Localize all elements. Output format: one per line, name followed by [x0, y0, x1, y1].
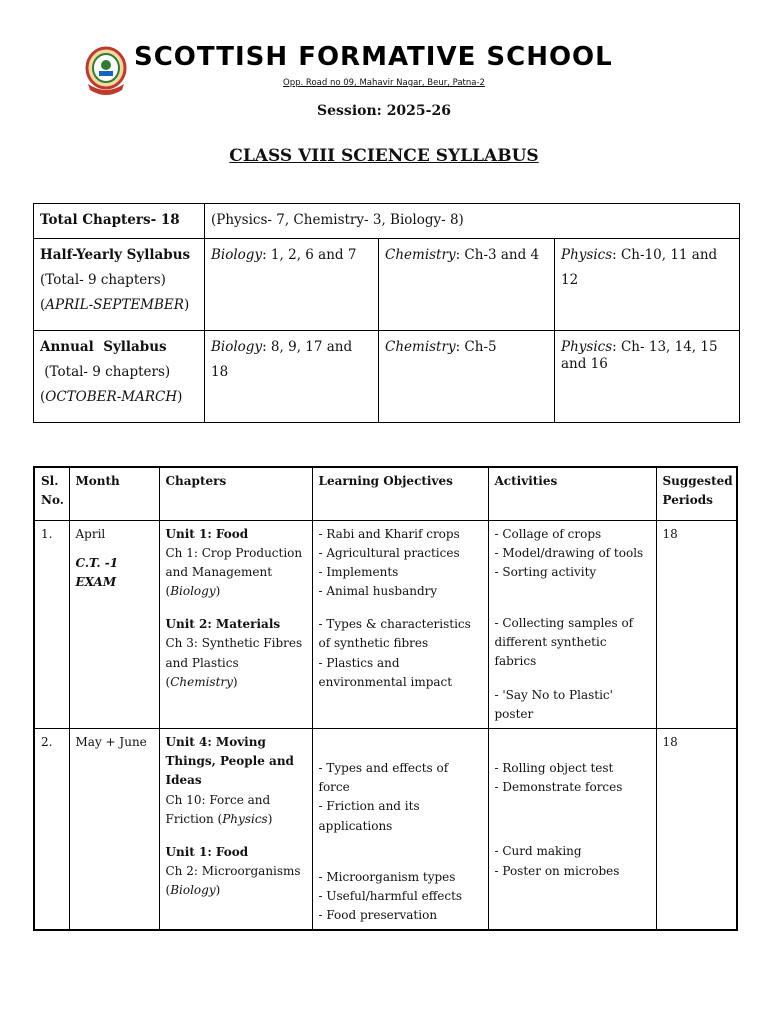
activity: - Collecting samples of different synthetic fabrics [494, 616, 634, 669]
activity: - Collage of crops [494, 526, 602, 541]
biology-label: Biology [211, 246, 263, 263]
spacer [495, 733, 650, 759]
subject: Physics [222, 811, 268, 826]
header-suggested-periods: Suggested Periods [656, 467, 737, 520]
total-chapters-label: Total Chapters- 18 [40, 212, 180, 228]
page-title: CLASS VIII SCIENCE SYLLABUS [229, 146, 539, 166]
document-header [0, 40, 768, 100]
chapter-subject: (Chemistry) [165, 674, 238, 689]
annual-months-text: OCTOBER-MARCH [45, 388, 178, 405]
objective: - Friction and its applications [318, 799, 420, 833]
total-chapters-cell [34, 204, 205, 239]
chapter-subject: (Biology) [165, 584, 221, 599]
row-1-month: April [75, 526, 106, 541]
activity: - 'Say No to Plastic' poster [494, 687, 613, 721]
objective: - Useful/harmful effects [318, 888, 463, 903]
plan-header-row [34, 467, 737, 520]
half-yearly-months-text: APRIL-SEPTEMBER [45, 296, 184, 313]
chapter-name: Ch 10: Force and Friction (Physics) [165, 792, 273, 826]
row-1-periods: 18 [656, 520, 737, 729]
half-yearly-chemistry [379, 238, 555, 330]
school-logo-icon [84, 46, 128, 98]
header-chapters: Chapters [159, 467, 312, 520]
header-learning-objectives: Learning Objectives [312, 467, 488, 520]
spacer [495, 672, 650, 686]
row-2-month: May + June [69, 729, 159, 931]
spacer [495, 582, 650, 614]
plan-row-2 [34, 729, 737, 931]
physics-chapters: : Ch- 13, 14, 15 and 16 [561, 338, 718, 373]
activity: - Demonstrate forces [494, 780, 623, 795]
summary-row-annual [34, 330, 740, 422]
half-yearly-months [40, 293, 198, 318]
chapter-name: Ch 3: Synthetic Fibres and Plastics [165, 636, 303, 670]
paren-close: ) [177, 388, 183, 405]
paren-close: ) [183, 296, 190, 313]
chemistry-chapters: : Ch-5 [455, 338, 497, 355]
objective: - Agricultural practices [318, 545, 460, 560]
summary-row-half-yearly [34, 238, 740, 330]
objective: - Types and effects of force [318, 761, 449, 795]
physics-label: Physics [561, 338, 613, 355]
school-address: Opp. Road no 09, Mahavir Nagar, Beur, Patna-2 [283, 78, 485, 88]
header-month: Month [69, 467, 159, 520]
total-breakdown: (Physics- 7, Chemistry- 3, Biology- 8) [211, 212, 464, 228]
chemistry-label: Chemistry [385, 246, 456, 263]
unit-title: Unit 4: Moving Things, People and Ideas [165, 735, 294, 788]
chapter-name: Ch 1: Crop Production and Management [165, 545, 303, 579]
half-yearly-total: (Total- 9 chapters) [40, 271, 166, 288]
biology-chapters: : 8, 9, 17 and 18 [211, 338, 353, 381]
biology-label: Biology [211, 338, 263, 355]
spacer [319, 733, 482, 759]
header-activities: Activities [488, 467, 656, 520]
objective: - Animal husbandry [318, 584, 438, 599]
annual-cell [34, 330, 205, 422]
annual-biology [205, 330, 379, 422]
spacer [319, 601, 482, 615]
activity: - Sorting activity [494, 564, 597, 579]
row-1-objectives [312, 520, 488, 729]
spacer [166, 829, 306, 843]
paren-open: ( [40, 296, 46, 313]
physics-chapters: : Ch-10, 11 and 12 [561, 246, 718, 289]
spacer [166, 601, 306, 615]
subject: Chemistry [170, 674, 233, 689]
activity: - Poster on microbes [494, 863, 620, 878]
objective: - Types & characteristics of synthetic fibres [318, 617, 471, 651]
row-2-activities [488, 729, 656, 931]
half-yearly-biology [205, 238, 379, 330]
annual-label: Annual Syllabus [40, 338, 167, 355]
physics-label: Physics [561, 246, 613, 263]
subject: Biology [170, 584, 216, 599]
chapter-name: Ch 2: Microorganisms [165, 864, 301, 879]
half-yearly-cell [34, 238, 205, 330]
row-2-objectives [312, 729, 488, 931]
syllabus-summary-table [33, 203, 740, 423]
annual-total: (Total- 9 chapters) [40, 363, 171, 380]
objective: - Rabi and Kharif crops [318, 526, 460, 541]
chemistry-chapters: : Ch-3 and 4 [455, 246, 540, 263]
plan-row-1 [34, 520, 737, 729]
row-2-chapters [159, 729, 312, 931]
paren-open: ( [40, 388, 46, 405]
objective: - Microorganism types [318, 869, 456, 884]
half-yearly-physics [555, 238, 740, 330]
spacer [495, 797, 650, 842]
activity: - Model/drawing of tools [494, 545, 644, 560]
session-label: Session: 2025-26 [317, 103, 451, 119]
half-yearly-label: Half-Yearly Syllabus [40, 246, 191, 263]
objective: - Plastics and environmental impact [318, 655, 453, 689]
activity: - Curd making [494, 844, 582, 859]
row-1-month-cell [69, 520, 159, 729]
chemistry-label: Chemistry [385, 338, 456, 355]
chapter-subject: (Biology) [165, 883, 221, 898]
annual-chemistry [379, 330, 555, 422]
monthly-plan-table [33, 466, 738, 931]
row-1-sl: 1. [34, 520, 69, 729]
subject: Biology [170, 883, 216, 898]
activity: - Rolling object test [494, 761, 614, 775]
row-2-periods: 18 [656, 729, 737, 931]
row-1-exam: C.T. -1 EXAM [75, 555, 119, 589]
chapter-text: Ch 10: Force and Friction [165, 792, 271, 826]
objective: - Implements [318, 564, 399, 579]
unit-title: Unit 1: Food [165, 844, 249, 859]
header-sl-no: Sl. No. [34, 467, 69, 520]
row-2-sl: 2. [34, 729, 69, 931]
objective: - Food preservation [318, 908, 438, 923]
spacer [319, 836, 482, 868]
biology-chapters: : 1, 2, 6 and 7 [262, 246, 357, 263]
total-breakdown-cell [205, 204, 740, 239]
school-name: SCOTTISH FORMATIVE SCHOOL [134, 42, 613, 72]
annual-months [40, 385, 198, 410]
summary-row-total [34, 204, 740, 239]
row-1-chapters [159, 520, 312, 729]
unit-title: Unit 1: Food [165, 526, 249, 541]
unit-title: Unit 2: Materials [165, 617, 281, 632]
row-1-activities [488, 520, 656, 729]
annual-physics [555, 330, 740, 422]
